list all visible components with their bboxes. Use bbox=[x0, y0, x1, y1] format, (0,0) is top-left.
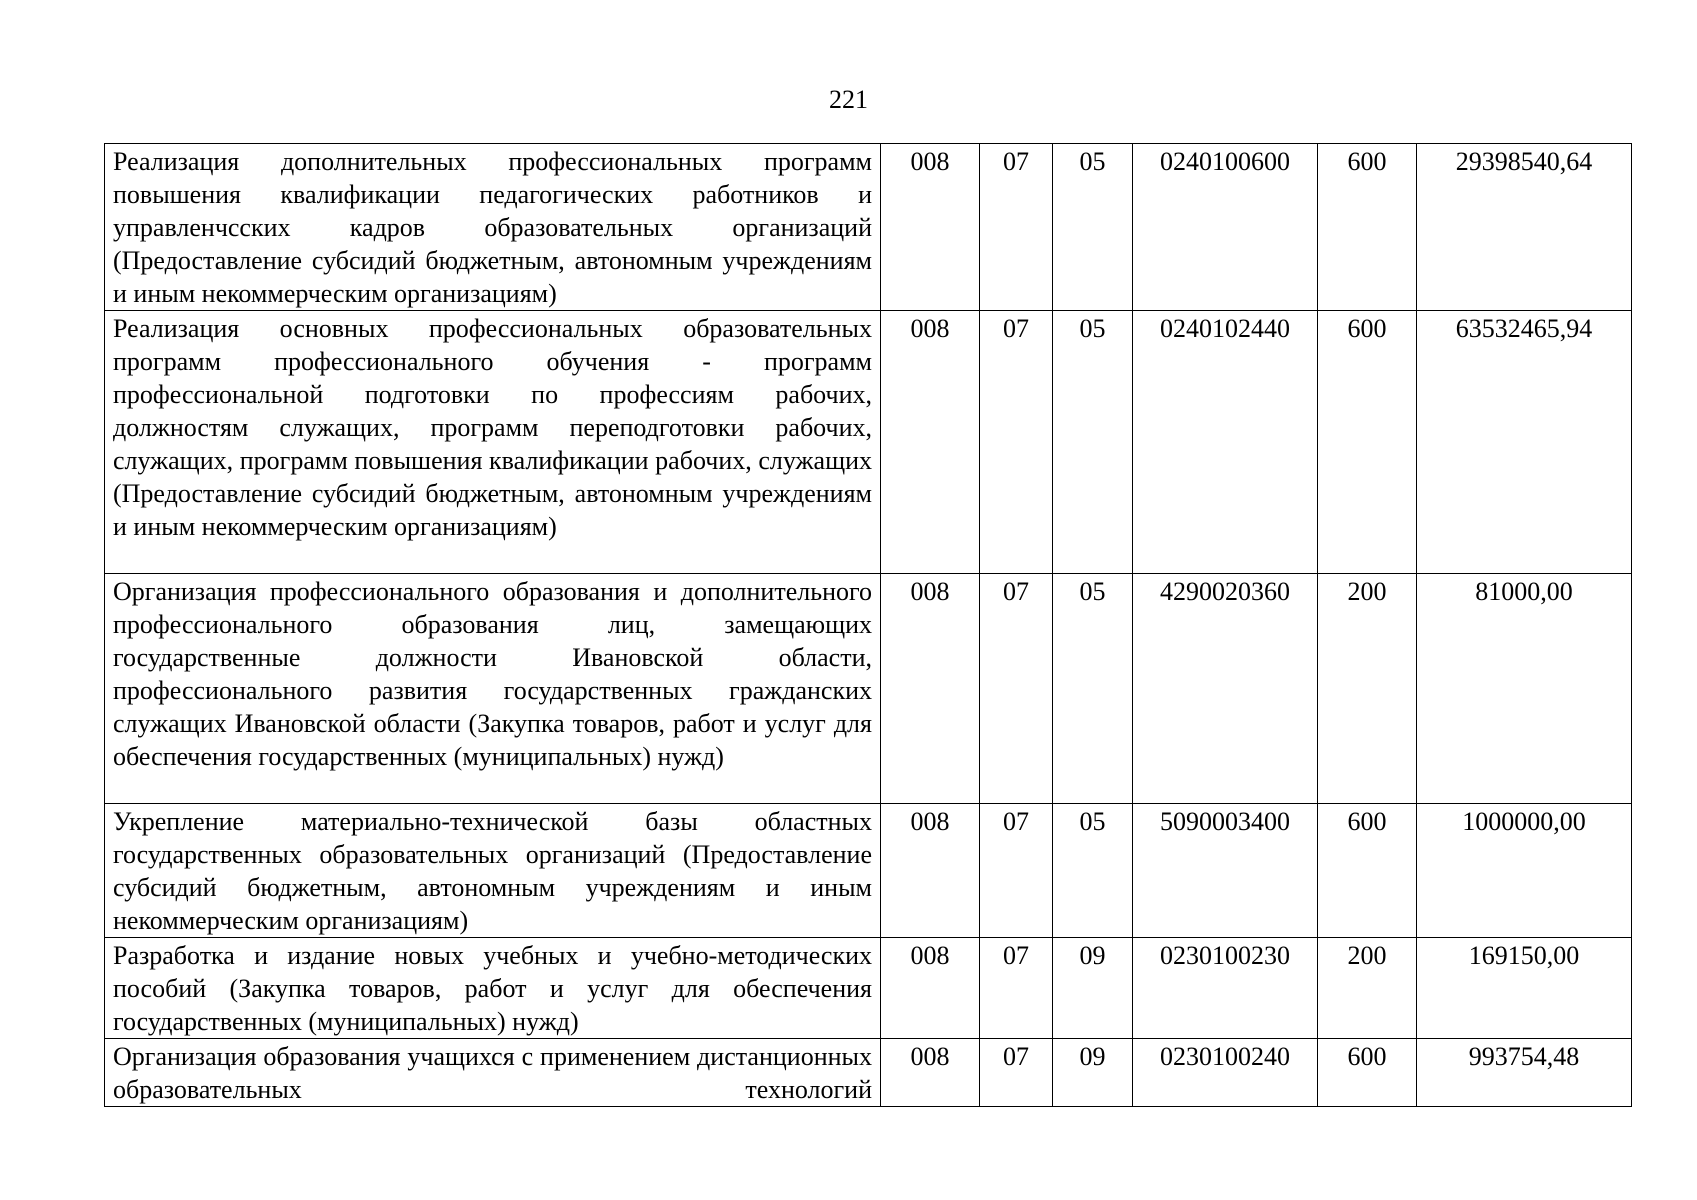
expense-type-code: 600 bbox=[1318, 804, 1417, 938]
section-code: 07 bbox=[980, 311, 1053, 574]
ministry-code: 008 bbox=[881, 144, 980, 311]
amount-value: 169150,00 bbox=[1417, 938, 1632, 1039]
section-code: 07 bbox=[980, 574, 1053, 804]
expense-type-code: 600 bbox=[1318, 311, 1417, 574]
section-code: 07 bbox=[980, 1039, 1053, 1107]
ministry-code: 008 bbox=[881, 804, 980, 938]
section-code: 07 bbox=[980, 144, 1053, 311]
table-row bbox=[105, 144, 1632, 311]
target-article-code: 0240102440 bbox=[1133, 311, 1318, 574]
amount-value: 63532465,94 bbox=[1417, 311, 1632, 574]
expense-type-code: 600 bbox=[1318, 144, 1417, 311]
section-code: 07 bbox=[980, 938, 1053, 1039]
subsection-code: 05 bbox=[1053, 804, 1133, 938]
target-article-code: 0240100600 bbox=[1133, 144, 1318, 311]
subsection-code: 09 bbox=[1053, 938, 1133, 1039]
expense-type-code: 600 bbox=[1318, 1039, 1417, 1107]
ministry-code: 008 bbox=[881, 938, 980, 1039]
ministry-code: 008 bbox=[881, 311, 980, 574]
ministry-code: 008 bbox=[881, 574, 980, 804]
amount-value: 81000,00 bbox=[1417, 574, 1632, 804]
subsection-code: 05 bbox=[1053, 144, 1133, 311]
target-article-code: 4290020360 bbox=[1133, 574, 1318, 804]
row-description: Реализация дополнительных профессиональных программ повышения квалификации педагогических работников и управленчсских кадров образовательных организаций (Предоставление субсидий бюджетным, автономным учреждениям и иным некоммерческим организациям) bbox=[105, 144, 881, 311]
amount-value: 993754,48 bbox=[1417, 1039, 1632, 1107]
table-row bbox=[105, 574, 1632, 804]
subsection-code: 05 bbox=[1053, 311, 1133, 574]
table-row bbox=[105, 938, 1632, 1039]
row-description: Укрепление материально-технической базы областных государственных образовательных организаций (Предоставление субсидий бюджетным, автономным учреждениям и иным некоммерческим организациям) bbox=[105, 804, 881, 938]
row-description: Организация образования учащихся с применением дистанционных образовательных технологий bbox=[105, 1039, 881, 1107]
ministry-code: 008 bbox=[881, 1039, 980, 1107]
page-number: 221 bbox=[829, 85, 868, 114]
section-code: 07 bbox=[980, 804, 1053, 938]
budget-table bbox=[104, 143, 1632, 1107]
amount-value: 1000000,00 bbox=[1417, 804, 1632, 938]
subsection-code: 09 bbox=[1053, 1039, 1133, 1107]
expense-type-code: 200 bbox=[1318, 938, 1417, 1039]
target-article-code: 0230100230 bbox=[1133, 938, 1318, 1039]
row-description: Организация профессионального образования и дополнительного профессионального образования лиц, замещающих государственные должности Ивановской области, профессионального развития государственных гражданских служащих Ивановской области (Закупка товаров, работ и услуг для обеспечения государственных (муниципальных) нужд) bbox=[105, 574, 881, 804]
expense-type-code: 200 bbox=[1318, 574, 1417, 804]
table-row bbox=[105, 311, 1632, 574]
amount-value: 29398540,64 bbox=[1417, 144, 1632, 311]
row-description: Реализация основных профессиональных образовательных программ профессионального обучения - программ профессиональной подготовки по профессиям рабочих, должностям служащих, программ переподготовки рабочих, служащих, программ повышения квалификации рабочих, служащих (Предоставление субсидий бюджетным, автономным учреждениям и иным некоммерческим организациям) bbox=[105, 311, 881, 574]
target-article-code: 5090003400 bbox=[1133, 804, 1318, 938]
subsection-code: 05 bbox=[1053, 574, 1133, 804]
target-article-code: 0230100240 bbox=[1133, 1039, 1318, 1107]
table-row bbox=[105, 1039, 1632, 1107]
table-row bbox=[105, 804, 1632, 938]
row-description: Разработка и издание новых учебных и учебно-методических пособий (Закупка товаров, работ и услуг для обеспечения государственных (муниципальных) нужд) bbox=[105, 938, 881, 1039]
